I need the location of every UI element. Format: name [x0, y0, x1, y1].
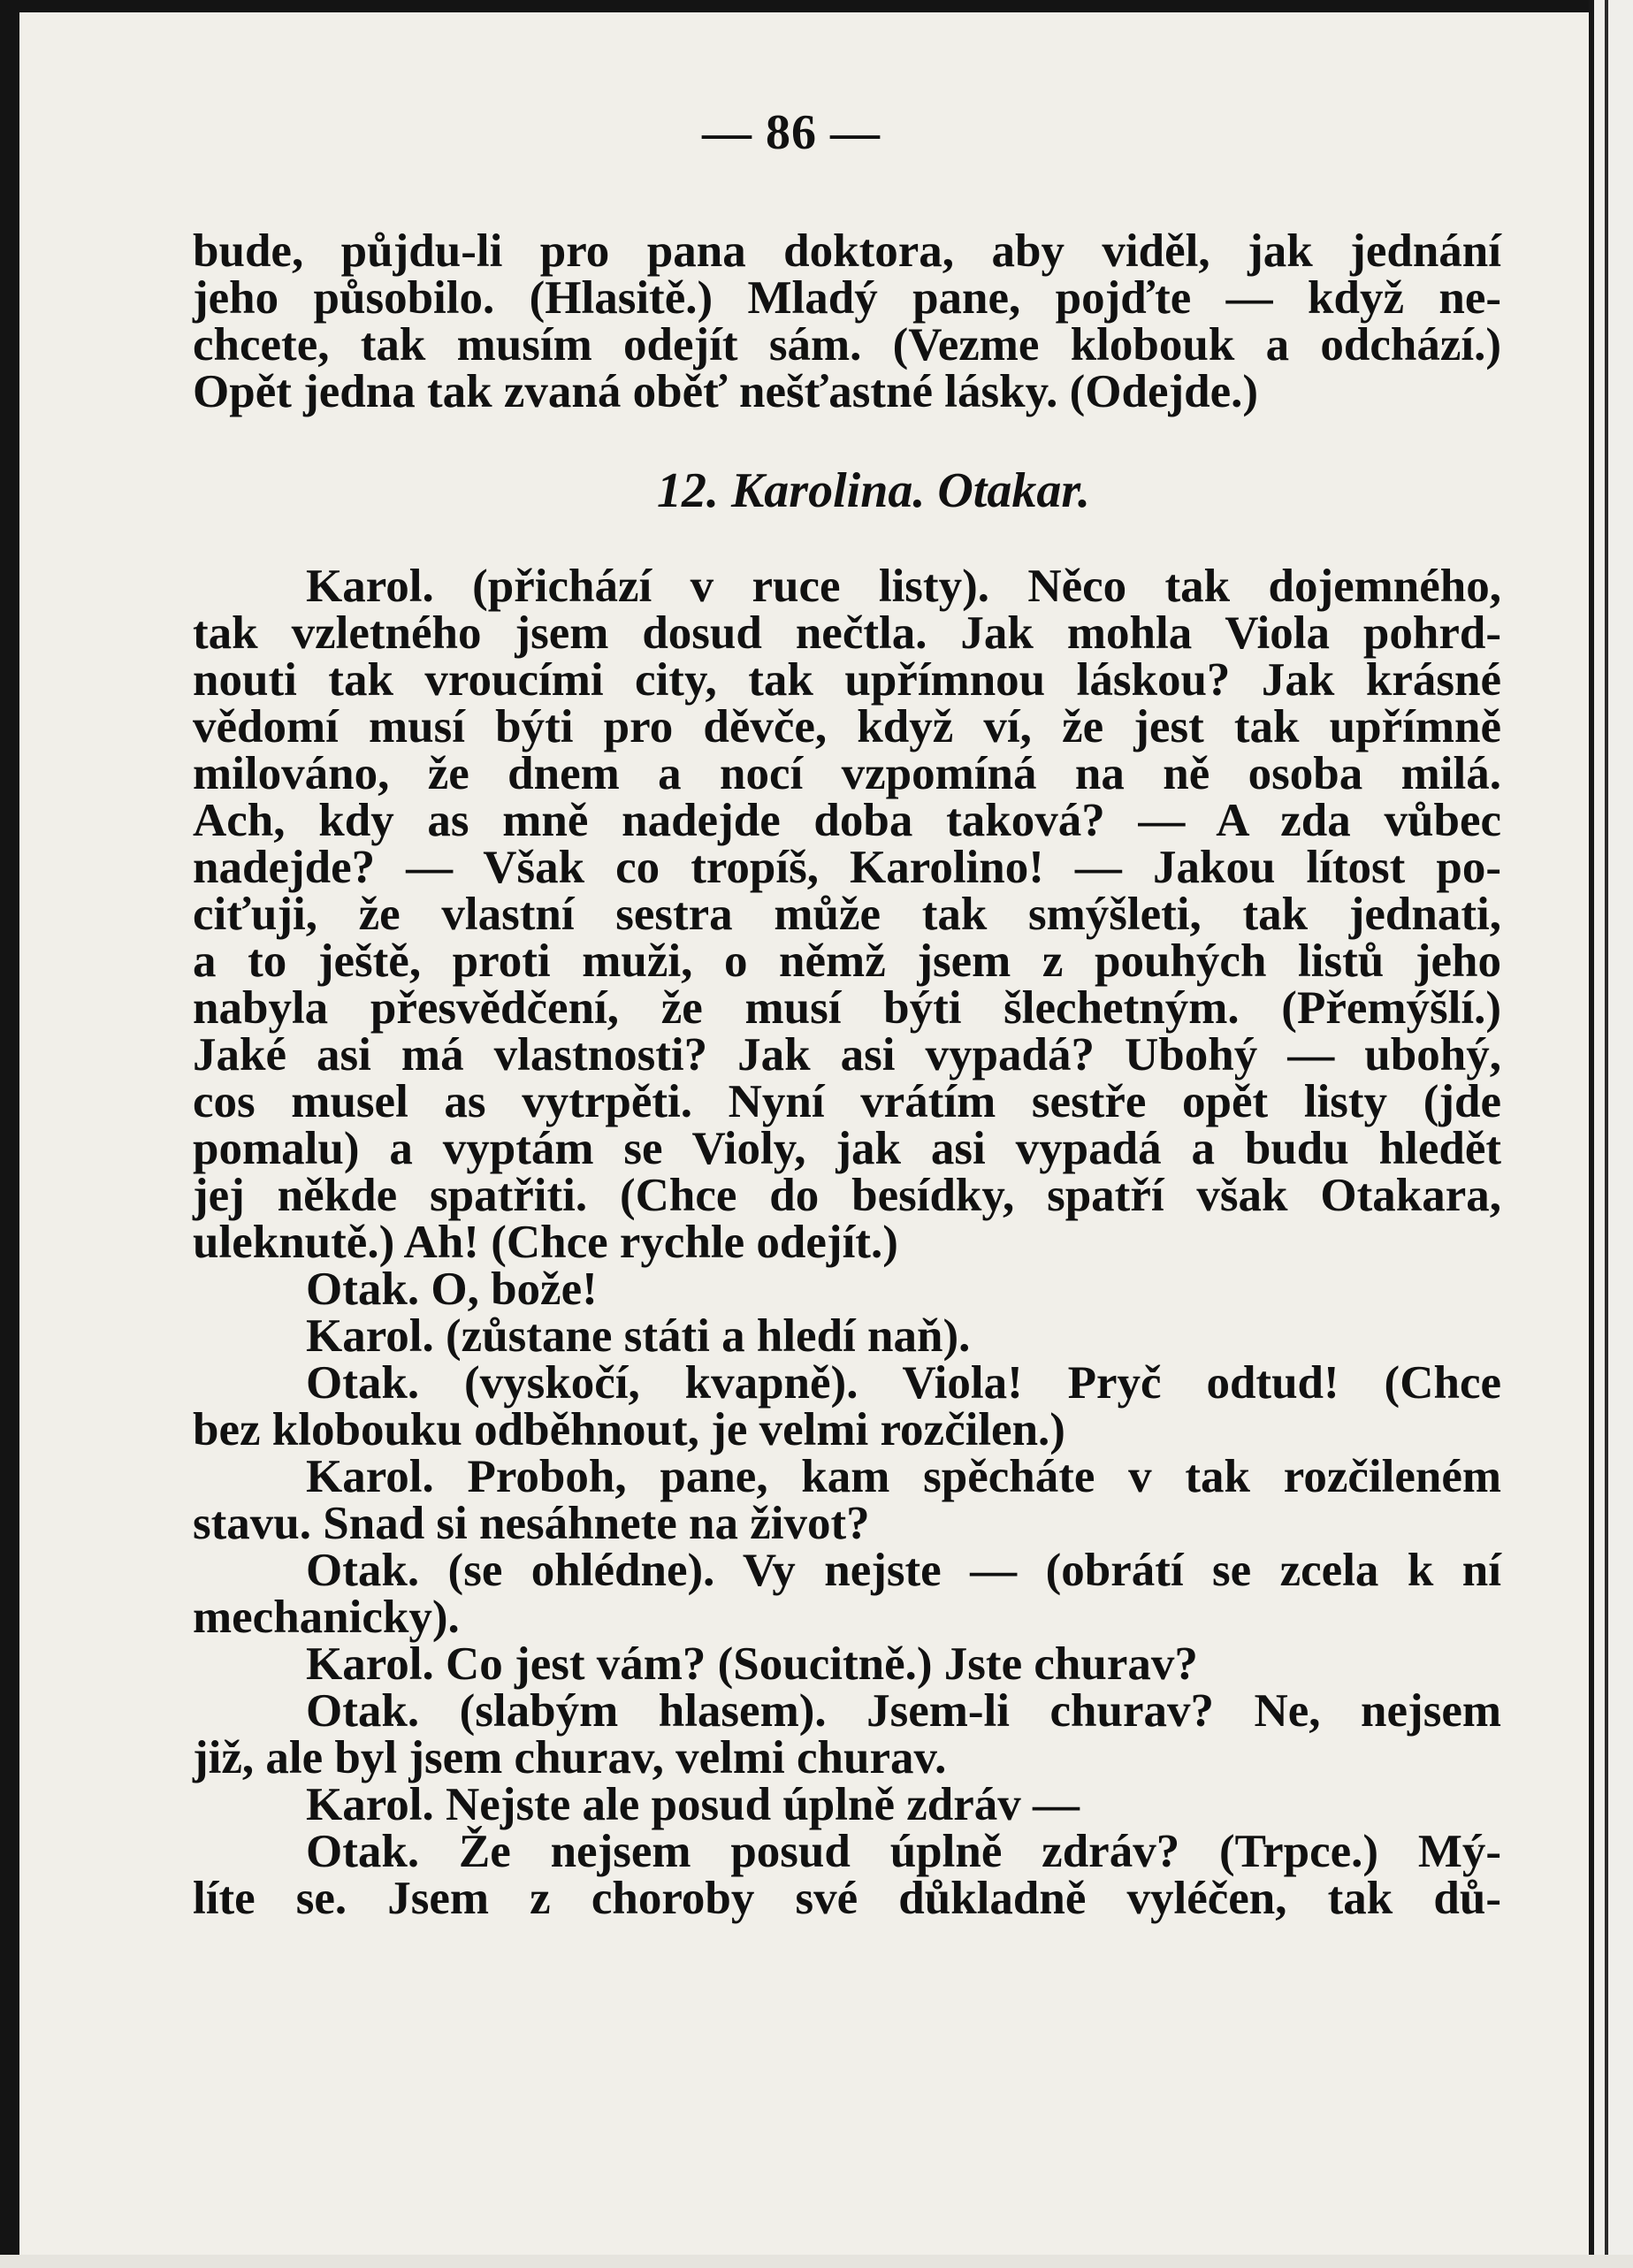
text-line: již, ale byl jsem churav, velmi churav.: [193, 1732, 947, 1783]
text-line: Otak. (vyskočí, kvapně). Viola! Pryč odtud! (Chce: [306, 1357, 1501, 1409]
text-line: jeho působilo. (Hlasitě.) Mladý pane, pojďte — když ne-: [193, 272, 1501, 324]
text-line: Karol. (přichází v ruce listy). Něco tak dojemného,: [306, 561, 1501, 612]
text-line: Karol. Nejste ale posud úplně zdráv —: [306, 1779, 1080, 1830]
text-line: milováno, že dnem a nocí vzpomíná na ně osoba milá.: [193, 748, 1501, 799]
text-line: a to ještě, proti muži, o němž jsem z pouhých listů jeho: [193, 935, 1501, 987]
text-line: Otak. (se ohlédne). Vy nejste — (obrátí se zcela k ní: [306, 1545, 1501, 1596]
text-line: ciťuji, že vlastní sestra může tak smýšleti, tak jednati,: [193, 889, 1501, 940]
text-line: nouti tak vroucími city, tak upřímnou láskou? Jak krásné: [193, 654, 1501, 706]
text-line: bez klobouku odběhnout, je velmi rozčilen.): [193, 1404, 1065, 1455]
scan-border-bottom: [0, 2255, 1633, 2268]
text-line: stavu. Snad si nesáhnete na život?: [193, 1498, 870, 1549]
text-line: bude, půjdu-li pro pana doktora, aby viděl, jak jednání: [193, 225, 1501, 277]
text-line: Ach, kdy as mně nadejde doba taková? — A zda vůbec: [193, 795, 1501, 846]
text-line: cos musel as vytrpěti. Nyní vrátím sestře opět listy (jde: [193, 1076, 1501, 1127]
text-line: nadejde? — Však co tropíš, Karolino! — Jakou lítost po-: [193, 842, 1501, 893]
text-line: tak vzletného jsem dosud nečtla. Jak mohla Viola pohrd-: [193, 607, 1501, 659]
text-line: nabyla přesvědčení, že musí býti šlechetným. (Přemýšlí.): [193, 982, 1501, 1034]
text-line: Opět jedna tak zvaná oběť nešťastné lásky. (Odejde.): [193, 366, 1259, 417]
scan-border-right: [1589, 0, 1633, 2268]
text-line: Otak. O, bože!: [306, 1264, 598, 1315]
page-number: — 86 —: [702, 105, 881, 160]
text-line: Karol. (zůstane státi a hledí naň).: [306, 1310, 971, 1362]
scan-border-top: [0, 0, 1633, 12]
text-line: líte se. Jsem z choroby své důkladně vyléčen, tak dů-: [193, 1873, 1501, 1924]
page-body: [193, 225, 1501, 1924]
text-line: Otak. (slabým hlasem). Jsem-li churav? Ne, nejsem: [306, 1685, 1501, 1737]
scan-border-left: [0, 0, 19, 2268]
text-line: Karol. Proboh, pane, kam spěcháte v tak rozčileném: [306, 1451, 1501, 1502]
text-line: Otak. Že nejsem posud úplně zdráv? (Trpce.) Mý-: [306, 1826, 1501, 1877]
scene-heading: 12. Karolina. Otakar.: [656, 463, 1091, 518]
text-line: pomalu) a vyptám se Violy, jak asi vypadá a budu hledět: [193, 1123, 1501, 1174]
text-line: Karol. Co jest vám? (Soucitně.) Jste churav?: [306, 1638, 1198, 1690]
text-line: Jaké asi má vlastnosti? Jak asi vypadá? Ubohý — ubohý,: [193, 1029, 1501, 1081]
text-line: uleknutě.) Ah! (Chce rychle odejít.): [193, 1217, 898, 1268]
text-line: mechanicky).: [193, 1592, 460, 1643]
text-line: jej někde spatřiti. (Chce do besídky, spatří však Otakara,: [193, 1170, 1501, 1221]
text-line: chcete, tak musím odejít sám. (Vezme klobouk a odchází.): [193, 319, 1501, 370]
text-line: vědomí musí býti pro děvče, když ví, že jest tak upřímně: [193, 701, 1501, 752]
